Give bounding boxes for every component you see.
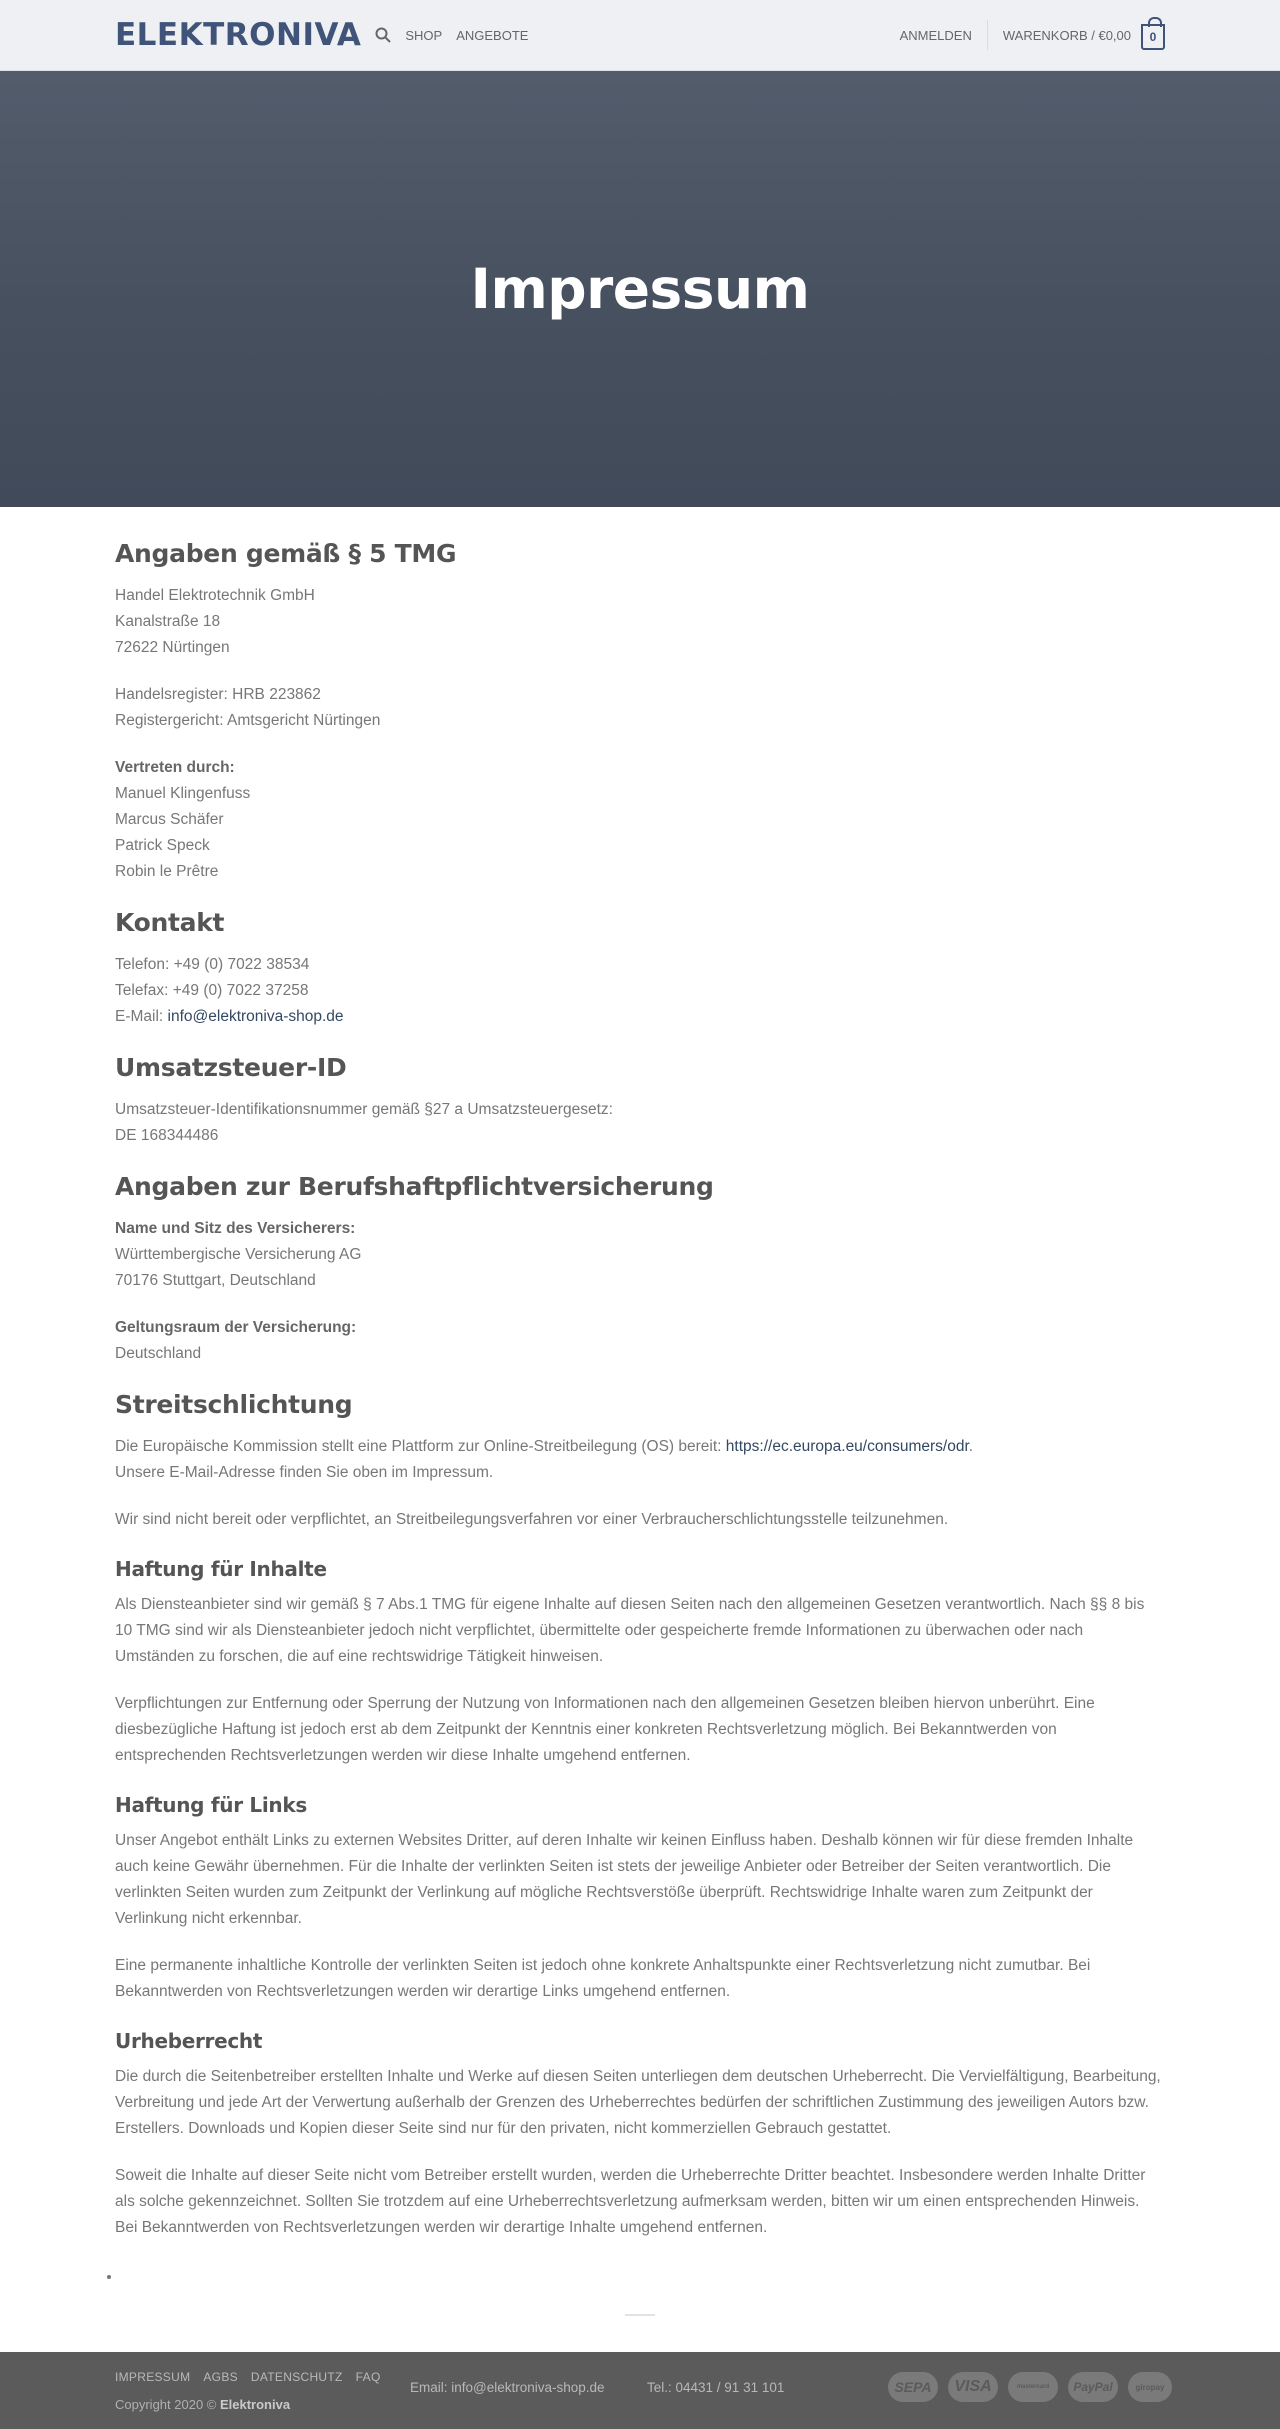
copyright-p2: Soweit die Inhalte auf dieser Seite nicht vom Betreiber erstellt wurden, werden die Urheberrechte Dritter beachtet. Insbesondere werden Inhalte Dritter als solche gekennzeichnet. Sollten Sie trotzdem auf eine Urheberrechtsverletzung aufmerksam werden, bitten wir um einen entsprechenden Hinweis. Bei Bekanntwerden von Rechtsverletzungen werden wir derartige Inhalte umgehend entfernen. [115, 2167, 1146, 2236]
footer-link-faq[interactable]: FAQ [355, 2370, 381, 2384]
footer-nav [115, 2370, 381, 2384]
representative: Patrick Speck [115, 837, 210, 854]
login-link[interactable]: ANMELDEN [899, 27, 972, 43]
dispute-refusal: Wir sind nicht bereit oder verpflichtet, an Streitbeilegungsverfahren vor einer Verbraucherschlichtungsstelle teilzunehmen. [115, 1511, 949, 1528]
copyright-p1: Die durch die Seitenbetreiber erstellten Inhalte und Werke auf diesen Seiten unterliegen dem deutschen Urheberrecht. Die Vervielfältigung, Bearbeitung, Verbreitung und jede Art der Verwertung außerhalb der Grenzen des Urheberrechtes bedürfen der schriftlichen Zustimmung des jeweiligen Autors bzw. Erstellers. Downloads und Kopien dieser Seite sind nur für den privaten, nicht kommerziellen Gebrauch gestattet. [115, 2068, 1161, 2137]
search-icon[interactable] [375, 27, 391, 43]
insurer-address: 70176 Stuttgart, Deutschland [115, 1272, 316, 1289]
impressum-content [115, 537, 1165, 2316]
representative: Marcus Schäfer [115, 811, 224, 828]
site-header [0, 0, 1280, 71]
page-hero [0, 71, 1280, 507]
visa-icon: VISA [948, 2372, 998, 2402]
section-title-liability-content: Haftung für Inhalte [115, 1557, 327, 1581]
payment-icons [888, 2372, 1172, 2402]
register-info [115, 682, 1165, 734]
representative: Robin le Prêtre [115, 863, 219, 880]
company-city: 72622 Nürtingen [115, 639, 230, 656]
vat-info [115, 1097, 1165, 1149]
liability-content-p1: Als Diensteanbieter sind wir gemäß § 7 Abs.1 TMG für eigene Inhalte auf diesen Seiten nach den allgemeinen Gesetzen verantwortlich. Nach §§ 8 bis 10 TMG sind wir als Diensteanbieter jedoch nicht verpflichtet, übermittelte oder gespeicherte fremde Informationen zu überwachen oder nach Umständen zu forschen, die auf eine rechtswidrige Tätigkeit hinweisen. [115, 1596, 1145, 1665]
paypal-icon: PayPal [1068, 2372, 1118, 2402]
company-address [115, 583, 1165, 661]
liability-content-p2: Verpflichtungen zur Entfernung oder Sperrung der Nutzung von Informationen nach den allgemeinen Gesetzen bleiben hiervon unberührt. Eine diesbezügliche Haftung ist jedoch erst ab dem Zeitpunkt der Kenntnis einer konkreten Rechtsverletzung möglich. Bei Bekanntwerden von entsprechenden Rechtsverletzungen werden wir diese Inhalte umgehend entfernen. [115, 1695, 1095, 1764]
header-divider [987, 20, 988, 50]
copyright-prefix: Copyright 2020 © [115, 2397, 220, 2412]
odr-link[interactable]: https://ec.europa.eu/consumers/odr [725, 1438, 969, 1455]
insurer-label: Name und Sitz des Versicherers: [115, 1220, 356, 1237]
copyright-text [115, 2397, 290, 2412]
section-title-copyright: Urheberrecht [115, 2029, 263, 2053]
email-label: E-Mail: [115, 1008, 168, 1025]
footer-link-agbs[interactable]: AGBS [203, 2370, 238, 2384]
page-title: Impressum [470, 257, 810, 321]
section-title-contact: Kontakt [115, 908, 225, 937]
site-footer [0, 2352, 1280, 2429]
vat-id: DE 168344486 [115, 1127, 219, 1144]
vat-text: Umsatzsteuer-Identifikationsnummer gemäß §27 a Umsatzsteuergesetz: [115, 1101, 613, 1118]
dispute-text: Die Europäische Kommission stellt eine Plattform zur Online-Streitbeilegung (OS) bereit: [115, 1438, 726, 1455]
scope-label: Geltungsraum der Versicherung: [115, 1319, 357, 1336]
mastercard-icon: mastercard [1008, 2372, 1058, 2402]
giropay-icon: giropay [1128, 2372, 1172, 2402]
copyright-brand: Elektroniva [219, 2397, 291, 2412]
dispute-email-note: Unsere E-Mail-Adresse finden Sie oben im Impressum. [115, 1464, 494, 1481]
represented-label: Vertreten durch: [115, 759, 235, 776]
fax-number: Telefax: +49 (0) 7022 37258 [115, 982, 309, 999]
company-name: Handel Elektrotechnik GmbH [115, 587, 315, 604]
footer-email: Email: info@elektroniva-shop.de [410, 2380, 605, 2395]
dispute-dot: . [968, 1438, 974, 1455]
nav-angebote[interactable]: ANGEBOTE [456, 27, 529, 43]
section-title-dispute: Streitschlichtung [115, 1390, 353, 1419]
insurer-name: Württembergische Versicherung AG [115, 1246, 362, 1263]
section-title-vat: Umsatzsteuer-ID [115, 1053, 347, 1082]
insurer-info [115, 1216, 1165, 1294]
liability-links-p1: Unser Angebot enthält Links zu externen Websites Dritter, auf deren Inhalte wir keinen Einfluss haben. Deshalb können wir für diese fremden Inhalte auch keine Gewähr übernehmen. Für die Inhalte der verlinkten Seiten ist stets der jeweilige Anbieter oder Betreiber der Seiten verantwortlich. Die verlinkten Seiten wurden zum Zeitpunkt der Verlinkung auf mögliche Rechtsverstöße überprüft. Rechtswidrige Inhalte waren zum Zeitpunkt der Verlinkung nicht erkennbar. [115, 1832, 1134, 1927]
contact-info [115, 952, 1165, 1030]
empty-list [122, 2264, 1165, 2290]
cart-link[interactable]: WARENKORB / €0,00 [1002, 27, 1131, 43]
section-title-liability-links: Haftung für Links [115, 1793, 307, 1817]
nav-shop[interactable]: SHOP [405, 27, 443, 43]
footer-phone: Tel.: 04431 / 91 31 101 [647, 2380, 785, 2395]
content-divider [625, 2314, 655, 2316]
cart-icon[interactable]: 0 [1141, 24, 1165, 50]
scope-value: Deutschland [115, 1345, 202, 1362]
footer-link-impressum[interactable]: IMPRESSUM [115, 2370, 191, 2384]
insurance-scope [115, 1315, 1165, 1367]
company-street: Kanalstraße 18 [115, 613, 221, 630]
dispute-info [115, 1434, 1165, 1486]
list-item [122, 2264, 1165, 2290]
sepa-icon: SEPA [888, 2372, 938, 2402]
representatives [115, 755, 1165, 885]
section-title-insurance: Angaben zur Berufshaftpflichtversicherung [115, 1172, 714, 1201]
footer-link-datenschutz[interactable]: DATENSCHUTZ [250, 2370, 343, 2384]
liability-links-p2: Eine permanente inhaltliche Kontrolle der verlinkten Seiten ist jedoch ohne konkrete Anhaltspunkte einer Rechtsverletzung nicht zumutbar. Bei Bekanntwerden von Rechtsverletzungen werden wir derartige Links umgehend entfernen. [115, 1957, 1091, 2000]
site-logo[interactable]: ELEKTRONIVA [115, 17, 362, 53]
representative: Manuel Klingenfuss [115, 785, 251, 802]
register-court: Registergericht: Amtsgericht Nürtingen [115, 712, 381, 729]
register-number: Handelsregister: HRB 223862 [115, 686, 321, 703]
phone-number: Telefon: +49 (0) 7022 38534 [115, 956, 310, 973]
email-link[interactable]: info@elektroniva-shop.de [167, 1008, 344, 1025]
section-title-tmg: Angaben gemäß § 5 TMG [115, 539, 457, 568]
